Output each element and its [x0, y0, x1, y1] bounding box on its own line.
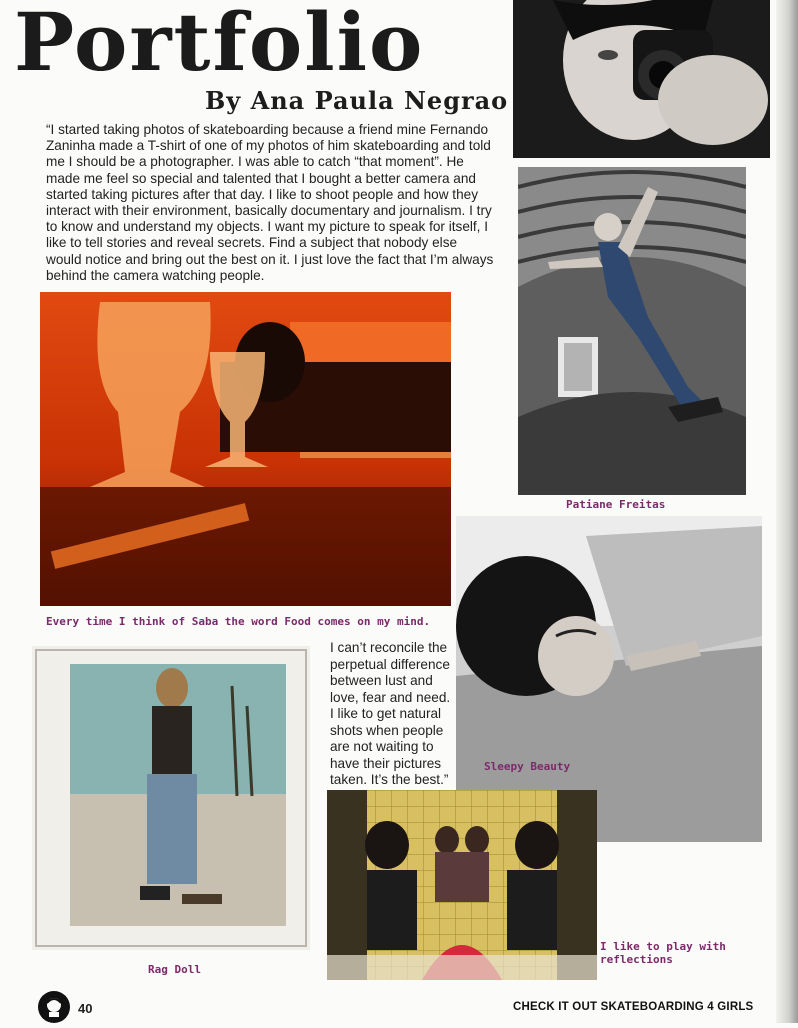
- photo-reflections-mirror: [327, 790, 597, 980]
- photo-rag-doll-polaroid: [32, 646, 310, 950]
- photo-skater-fisheye: [518, 167, 746, 495]
- magazine-footer: CHECK IT OUT SKATEBOARDING 4 GIRLS: [513, 1001, 754, 1013]
- caption-reflections: I like to play with reflections: [600, 940, 726, 966]
- caption-sleepy: Sleepy Beauty: [484, 760, 571, 773]
- intro-paragraph: “I started taking photos of skateboarding because a friend mine Fernando Zaninha made a T-shirt of one of my photos of him skateboarding and told me I should be a photographer. I was able to catch “that moment”. He made me feel so special and talented that I bought a better camera and started taking pictures after that day. I like to shoot people and how they interact with their environment, basically documentary and journalism. I try to know and understand my objects. I want my picture to speak for itself, I like to tell stories and reveal secrets. Find a subject that nobody else would notice and bring out the best on it. I just love the fact that I’m always behind the camera watching people.: [46, 122, 494, 283]
- quote-paragraph: I can’t reconcile the perpetual difference between lust and love, fear and need. I like to get natural shots when people are not waiting to have their pictures taken. It’s the best.”: [330, 640, 451, 787]
- caption-saba: Every time I think of Saba the word Food comes on my mind.: [46, 615, 431, 628]
- photo-saba-glasses: [40, 292, 451, 606]
- page-number: 40: [78, 1001, 93, 1016]
- photo-photographer-portrait: [513, 0, 770, 158]
- caption-ragdoll: Rag Doll: [148, 963, 201, 976]
- byline: By Ana Paula Negrao: [205, 86, 509, 115]
- caption-patiane: Patiane Freitas: [566, 498, 666, 511]
- page-title: Portfolio: [14, 0, 425, 89]
- magazine-logo-icon: [38, 991, 70, 1023]
- page-edge-shadow: [776, 0, 798, 1023]
